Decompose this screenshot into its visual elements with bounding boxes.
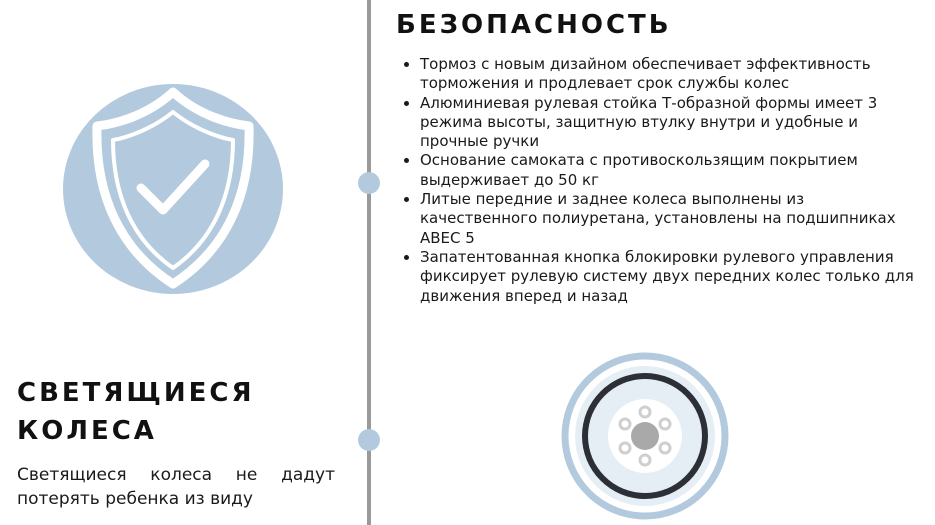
- wheel-icon: [561, 352, 729, 520]
- timeline-dot-safety: [358, 172, 380, 194]
- safety-feature-list: [400, 55, 925, 306]
- list-item: • Алюминиевая рулевая стойка Т-образной формы имеет 3 режима высоты, защитную втулку внутри и удобные и прочные ручки: [420, 94, 925, 152]
- wheels-description: Светящиеся колеса не дадут потерять ребенка из виду: [17, 465, 335, 509]
- list-item: • Литые передние и заднее колеса выполнены из качественного полиуретана, установлены на подшипниках ABEC 5: [420, 190, 925, 248]
- safety-heading: БЕЗОПАСНОСТЬ: [396, 10, 672, 40]
- timeline-dot-wheels: [358, 429, 380, 451]
- list-item: • Основание самоката с противоскользящим покрытием выдерживает до 50 кг: [420, 151, 925, 190]
- list-item: • Тормоз с новым дизайном обеспечивает эффективность торможения и продлевает срок службы колес: [420, 55, 925, 94]
- shield-check-icon: [63, 84, 283, 294]
- list-item: • Запатентованная кнопка блокировки рулевого управления фиксирует рулевую систему двух передних колес только для движения вперед и назад: [420, 248, 925, 306]
- wheels-heading: СВЕТЯЩИЕСЯ КОЛЕСА: [17, 378, 255, 446]
